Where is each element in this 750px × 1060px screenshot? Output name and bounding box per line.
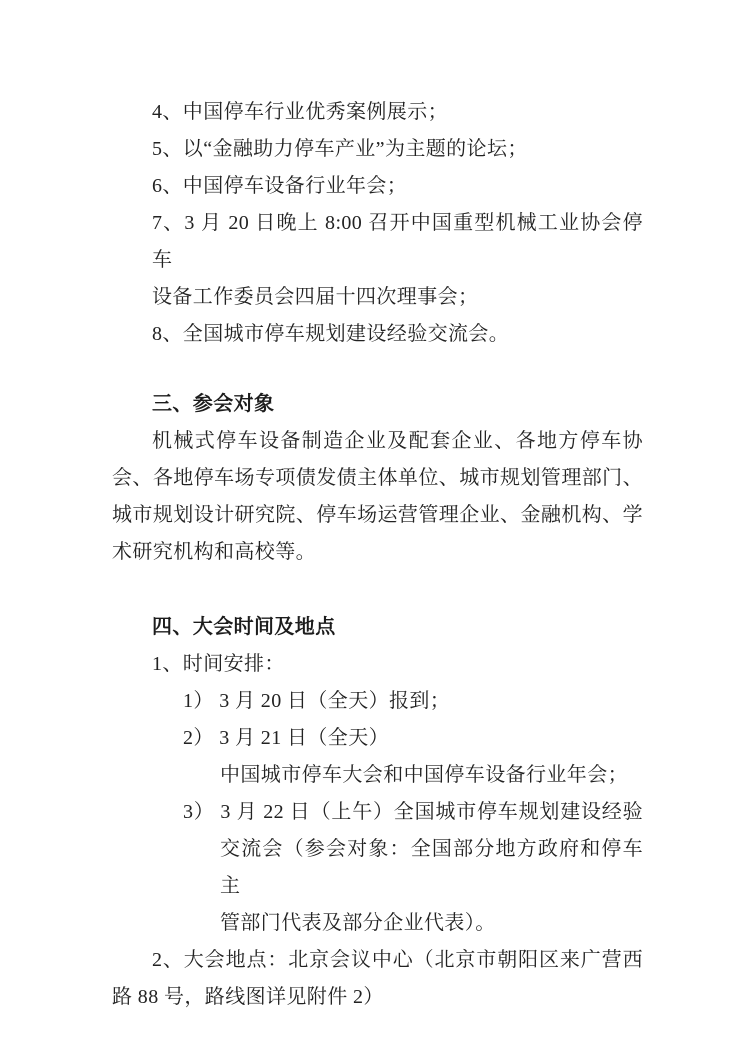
section-three-body-line3: 城市规划设计研究院、停车场运营管理企业、金融机构、学: [112, 504, 643, 526]
schedule-item-3-line1: 3） 3 月 22 日（上午）全国城市停车规划建设经验: [183, 801, 643, 823]
section-four-heading: 四、大会时间及地点: [152, 616, 336, 638]
agenda-item-7-line1: 7、3 月 20 日晚上 8:00 召开中国重型机械工业协会停车: [152, 212, 643, 271]
section-three-body-line1: 机械式停车设备制造企业及配套企业、各地方停车协: [152, 430, 643, 452]
schedule-item-2-detail: 中国城市停车大会和中国停车设备行业年会；: [220, 764, 628, 786]
venue-line2: 路 88 号，路线图详见附件 2）: [112, 986, 384, 1008]
section-three-heading: 三、参会对象: [152, 393, 275, 415]
agenda-item-8: 8、全国城市停车规划建设经验交流会。: [152, 323, 510, 345]
agenda-item-6: 6、中国停车设备行业年会；: [152, 175, 408, 197]
agenda-item-7-line2: 设备工作委员会四届十四次理事会；: [152, 286, 479, 308]
schedule-item-2: 2） 3 月 21 日（全天）: [183, 727, 389, 749]
agenda-item-5: 5、以“金融助力停车产业”为主题的论坛；: [152, 138, 528, 160]
section-three-body-line4: 术研究机构和高校等。: [112, 541, 316, 563]
schedule-item-3-line2: 交流会（参会对象：全国部分地方政府和停车主: [220, 838, 643, 897]
section-gap-1: [112, 353, 643, 386]
agenda-item-4: 4、中国停车行业优秀案例展示；: [152, 101, 448, 123]
section-gap-2: [112, 571, 643, 609]
time-arrangement-label: 1、时间安排：: [152, 653, 285, 675]
schedule-item-3-line3: 管部门代表及部分企业代表）。: [220, 912, 496, 934]
schedule-item-1: 1） 3 月 20 日（全天）报到；: [183, 690, 451, 712]
document-content: [112, 94, 643, 1016]
section-three-body-line2: 会、各地停车场专项债发债主体单位、城市规划管理部门、: [112, 467, 643, 489]
venue-line1: 2、大会地点：北京会议中心（北京市朝阳区来广营西: [152, 949, 643, 971]
